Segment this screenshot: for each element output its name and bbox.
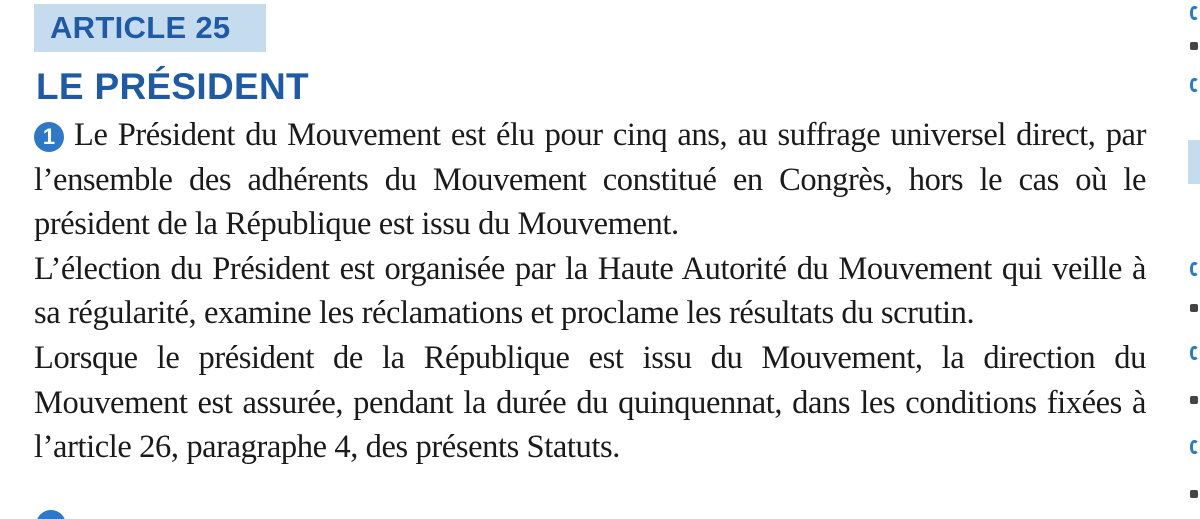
paragraph-3 bbox=[34, 336, 1146, 470]
cropped-glyph-icon bbox=[1190, 440, 1199, 454]
article-body bbox=[34, 113, 1146, 470]
article-number-badge: ARTICLE 25 bbox=[34, 4, 266, 52]
adjacent-column-edge bbox=[1188, 0, 1200, 519]
paragraph-text: L’élection du Président est organisée par la Haute Autorité du Mouvement qui veille à sa régularité, examine les réclamations et proclame les résultats du scrutin. bbox=[34, 250, 1146, 332]
cropped-glyph-icon bbox=[1190, 78, 1199, 92]
next-paragraph-number-badge bbox=[36, 510, 66, 519]
cropped-heading-block bbox=[1188, 140, 1200, 184]
paragraph-2 bbox=[34, 247, 1146, 336]
cropped-glyph-icon bbox=[1190, 490, 1198, 498]
cropped-glyph-icon bbox=[1190, 6, 1199, 20]
cropped-glyph-icon bbox=[1190, 346, 1199, 360]
paragraph-text: Le Président du Mouvement est élu pour cinq ans, au suffrage universel direct, par l’ensemble des adhérents du Mouvement constitué en Congrès, hors le cas où le président de la République est issu du Mouvement. bbox=[34, 117, 1146, 243]
cropped-glyph-icon bbox=[1190, 396, 1198, 404]
cropped-glyph-icon bbox=[1190, 304, 1198, 312]
article-title: LE PRÉSIDENT bbox=[36, 66, 309, 107]
paragraph-number-badge: 1 bbox=[34, 122, 64, 152]
cropped-glyph-icon bbox=[1190, 262, 1199, 276]
cropped-glyph-icon bbox=[1190, 42, 1198, 50]
paragraph-text: Lorsque le président de la République est issu du Mouvement, la direction du Mouvement est assurée, pendant la durée du quinquennat, dans les conditions fixées à l’article 26, paragraphe 4, des présents Statuts. bbox=[34, 339, 1146, 466]
paragraph-1 bbox=[34, 113, 1146, 247]
